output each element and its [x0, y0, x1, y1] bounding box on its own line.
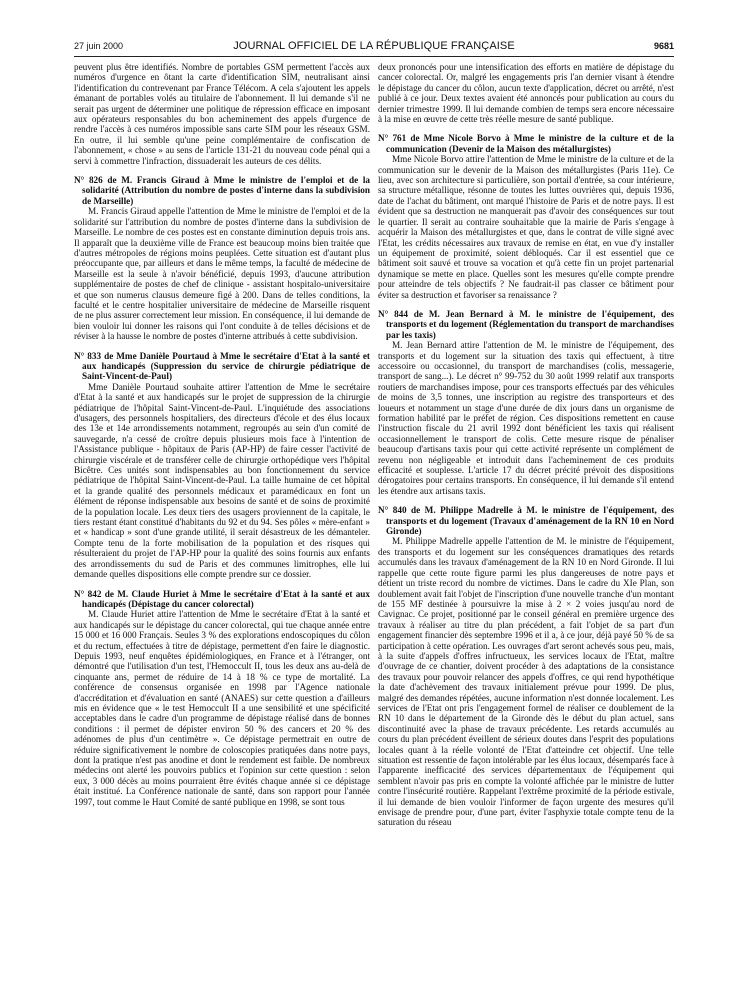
right-column — [378, 62, 674, 982]
question-heading: N° 842 de M. Claude Huriet à Mme le secrétaire d'Etat à la santé et aux handicapés (Dépistage du cancer colorectal) — [74, 588, 370, 609]
continuation-paragraph: peuvent plus être identifiés. Nombre de portables GSM permettent l'accès aux numéros d'urgence en ôtant la carte d'identification SIM, neutralisant ainsi l'identification du contrevenant par France Télécom. A cela s'ajoutent les appels émanant de portables volés au titulaire de l'abonnement. Il lui demande s'il ne serait pas urgent de déterminer une politique de répression efficace en imposant aux opérateurs responsables du bon acheminement des appels d'urgence de rendre l'accès à ces numéros impossible sans carte SIM pour les réseaux GSM. En outre, il lui semble qu'une peine complémentaire de confiscation de l'abonnement, « chose » au sens de l'article 131-21 du nouveau code pénal qui a servi à commettre l'infraction, dissuaderait les auteurs de ces délits. — [74, 62, 370, 166]
question-826 — [74, 175, 370, 342]
question-body: M. Jean Bernard attire l'attention de M. le ministre de l'équipement, des transports et du logement sur la situation des taxis qui effectuent, à titre accessoire ou occasionnel, du transport de marchandises (colis, messagerie, transport de sang...). Le décret n° 99-752 du 30 août 1999 relatif aux transports routiers de marchandises impose, pour ces transports effectués par des véhicules de moins de 3,5 tonnes, une inscription au registre des transporteurs et des loueurs et notamment un stage d'une durée de dix jours dans un organisme de formation habilité par le préfet de région. Ces dispositions remettent en cause l'instruction fiscale du 21 avril 1992 dont bénéficient les taxis qui réalisent occasionnellement le transport de colis. Cette mesure risque de pénaliser beaucoup d'artisans taxis pour qui cette activité représente un complément de revenu non négligeable et introduit dans l'acheminement de ces produits efficacité et souplesse. L'article 17 du décret précité prévoit des dispositions dérogatoires pour certains transports. En conséquence, il lui demande s'il entend les étendre aux artisans taxis. — [378, 340, 674, 496]
question-heading: N° 844 de M. Jean Bernard à M. le ministre de l'équipement, des transports et du logement (Réglementation du transport de marchandises par les taxis) — [378, 308, 674, 340]
continuation-text — [74, 62, 370, 166]
continuation-text — [378, 62, 674, 124]
question-body: Mme Danièle Pourtaud souhaite attirer l'attention de Mme le secrétaire d'Etat à la santé et aux handicapés sur le projet de suppression de la chirurgie pédiatrique de l'hôpital Saint-Vincent-de-Paul. L'inquiétude des associations d'usagers, des personnels hospitaliers, des directeurs d'école et des élus locaux des 13e et 14e arrondissements notamment, regroupés au sein d'un comité de sauvegarde, n'a cessé de croître depuis plusieurs mois face à l'intention de l'Assistance publique - hôpitaux de Paris (AP-HP) de faire cesser l'activité de chirurgie viscérale et de transférer celle de chirurgie orthopédique vers l'hôpital Bicêtre. Ces unités sont indispensables au bon fonctionnement du service pédiatrique de l'hôpital Saint-Vincent-de-Paul. La taille humaine de cet hôpital et la grande qualité des personnels médicaux et paramédicaux en font un élément de réponse indispensable aux besoins de santé et de soins de proximité de la population locale. Les deux tiers des usagers proviennent de la capitale, le tiers restant étant constitué d'habitants du 92 et du 94. Ses pôles « mère-enfant » et « handicap » sont d'une grande utilité, il serait désastreux de les démanteler. Compte tenu de la forte mobilisation de la population et des risques qui résulteraient du projet de l'AP-HP pour la qualité des soins fournis aux enfants des arrondissements du sud de Paris et des communes limitrophes, elle lui demande quelles dispositions elle compte prendre sur ce dossier. — [74, 381, 370, 580]
question-heading: N° 840 de M. Philippe Madrelle à M. le ministre de l'équipement, des transports et du logement (Travaux d'aménagement de la RN 10 en Nord Gironde) — [378, 505, 674, 537]
question-body: M. Francis Giraud appelle l'attention de Mme le ministre de l'emploi et de la solidarité sur l'attribution du nombre de postes d'interne dans la subdivision de Marseille. Le nombre de ces postes est en constante diminution depuis trois ans. Il apparaît que la deuxième ville de France est beaucoup moins bien traitée que d'autres métropoles de régions moins peuplées. Cette situation est d'autant plus préoccupante que, par ailleurs et dans le même temps, la faculté de médecine de Marseille est la seule à n'avoir bénéficié, depuis 1993, d'aucune attribution supplémentaire de postes de chef de clinique - assistant hospitalo-universitaire et que son numerus clausus demeure figé à 200. Dans de telles conditions, la faculté et le centre hospitalier universitaire de médecine de Marseille risquent de ne plus assurer correctement leur mission. En conséquence, il lui demande de bien vouloir lui donner les raisons qui l'ont conduite à de telles décisions et de réviser à la hausse le nombre de postes d'interne attribués à cette subdivision. — [74, 206, 370, 342]
question-840 — [378, 505, 674, 828]
question-body: Mme Nicole Borvo attire l'attention de Mme le ministre de la culture et de la communication sur le devenir de la Maison des métallurgistes (Paris 11e). Ce lieu, avec son architecture si particulière, son portail d'entrée, sa cour intérieure, sa structure métallique, résonne de toutes les luttes ouvrières qui, depuis 1936, date de l'achat du bâtiment, ont marqué l'histoire de Paris et de notre pays. Il est évident que sa destruction ne manquerait pas d'avoir des conséquences sur tout le quartier. Il serait au contraire souhaitable que la mairie de Paris s'engage à acquérir la Maison des métallurgistes et que, dans le contrat de ville signé avec l'Etat, les crédits nécessaires aux travaux de remise en état, en vue d'y installer un équipement de proximité, soient débloqués. Car il est essentiel que ce bâtiment soit sauvé et trouve sa vocation et qu'à cette fin un projet partenarial dynamique se mette en place. Quelles sont les mesures qu'elle compte prendre pour atteindre de tels objectifs ? Ne faudrait-il pas classer ce bâtiment pour éviter sa destruction et favoriser sa renaissance ? — [378, 154, 674, 300]
header-journal-title: JOURNAL OFFICIEL DE LA RÉPUBLIQUE FRANÇAISE — [233, 40, 515, 52]
question-842 — [74, 589, 370, 808]
question-833 — [74, 351, 370, 580]
page-header — [74, 40, 674, 56]
continuation-paragraph: deux prononcés pour une intensification des efforts en matière de dépistage du cancer colorectal. Or, malgré les engagements pris l'an dernier visant à étendre le dépistage du cancer du côlon, aucun texte d'application, décret ou arrêté, n'est publié à ce jour. Deux textes avaient été annoncés pour publication au cours du dernier trimestre 1999. Il lui demande combien de temps sera encore nécessaire à la mise en œuvre de cette très réelle mesure de santé publique. — [378, 62, 674, 125]
question-heading: N° 833 de Mme Danièle Pourtaud à Mme le secrétaire d'Etat à la santé et aux handicapés (Suppression du service de chirurgie pédiatrique de Saint-Vincent-de-Paul) — [74, 350, 370, 382]
question-body: M. Claude Huriet attire l'attention de Mme le secrétaire d'Etat à la santé et aux handicapés sur le dépistage du cancer colorectal, qui tue chaque année entre 15 000 et 16 000 Français. Seules 3 % des explorations endoscopiques du côlon et du rectum, effectuées à titre de dépistage, permettent d'en faire le diagnostic. Depuis 1993, neuf enquêtes épidémiologiques, en France et à l'étranger, ont démontré que l'utilisation d'un test, l'Hemoccult II, tous les deux ans au-delà de cinquante ans, permet de réduire de 14 à 18 % ce type de mortalité. La conférence de consensus organisée en 1998 par l'Agence nationale d'accréditation et d'évaluation en santé (ANAES) sur cette question a d'ailleurs mis en évidence que « le test Hemoccult II a une sensibilité et une spécificité acceptables dans le cadre d'un programme de dépistage réalisé dans de bonnes conditions : il permet de dépister environ 50 % des cancers et 20 % des adénomes de plus d'un centimètre ». Ce dépistage permettrait en outre de réduire significativement le nombre de coloscopies pratiquées dans notre pays, dont la pratique n'est pas anodine et dont le rendement est faible. De nombreux médecins ont alerté les pouvoirs publics et l'opinion sur cette question : selon eux, 3 000 décès au moins pourraient être évités chaque année si ce dépistage était institué. La Conférence nationale de santé, dans son rapport pour l'année 1997, tout comme le Haut Comité de santé publique en 1998, se sont tous — [74, 609, 370, 807]
header-page-number: 9681 — [653, 41, 674, 51]
question-761 — [378, 133, 674, 300]
header-rule — [74, 56, 674, 57]
question-heading: N° 761 de Mme Nicole Borvo à Mme le ministre de la culture et de la communication (Devenir de la Maison des métallurgistes) — [378, 133, 674, 154]
question-844 — [378, 309, 674, 496]
question-body: M. Philippe Madrelle appelle l'attention de M. le ministre de l'équipement, des transports et du logement sur les conséquences dramatiques des retards accumulés dans les travaux d'aménagement de la RN 10 en Nord Gironde. Il lui rappelle que cette route figure parmi les plus dangereuses de notre pays et détient un triste record du nombre de victimes. Dans le cadre du XIe Plan, son doublement avait fait l'objet de l'inscription d'une nouvelle tranche d'un montant de 155 MF destinée à poursuivre la mise à 2 × 2 voies jusqu'au nord de Cavignac. Ce projet, positionné par le conseil général en première urgence des travaux à réaliser au titre du plan précédent, a fait l'objet de sa part d'un engagement financier dès septembre 1996 et il a, à ce jour, déjà payé 50 % de sa participation à cette opération. Les ouvrages d'art seront achevés sous peu, mais, à la suite d'appels d'offres infructueux, les services locaux de l'Etat, maître d'ouvrage de ce chantier, doivent procéder à des adaptations de la consistance des travaux pour pouvoir relancer des appels d'offres, ce qui rend hypothétique la date d'achèvement des travaux initialement prévue pour 1999. De plus, malgré des demandes répétées, aucune information n'est donnée localement. Les services de l'Etat ont pris l'engagement formel de réaliser ce doublement de la RN 10 dans le département de la Gironde dès le début du plan actuel, sans discontinuité avec la phase de travaux précédente. Les retards accumulés au cours du plan précédent éveillent de sérieux doutes dans l'esprit des populations locales quant à la réelle volonté de l'Etat d'atteindre cet objectif. Une telle situation est ressentie de façon intolérable par les élus locaux, désemparés face à l'apparente inefficacité des services départementaux de l'équipement qui semblent n'avoir pas pris en compte la volonté affichée par le ministre de lutter contre l'insécurité routière. Rappelant l'extrême proximité de la période estivale, il lui demande de bien vouloir l'informer de façon urgente des mesures qu'il envisage de prendre pour, d'une part, éviter l'asphyxie totale compte tenu de la saturation du réseau — [378, 536, 674, 828]
header-date: 27 juin 2000 — [74, 41, 124, 51]
question-heading: N° 826 de M. Francis Giraud à Mme le ministre de l'emploi et de la solidarité (Attribution du nombre de postes d'interne dans la subdivision de Marseille) — [74, 175, 370, 206]
left-column — [74, 62, 370, 982]
